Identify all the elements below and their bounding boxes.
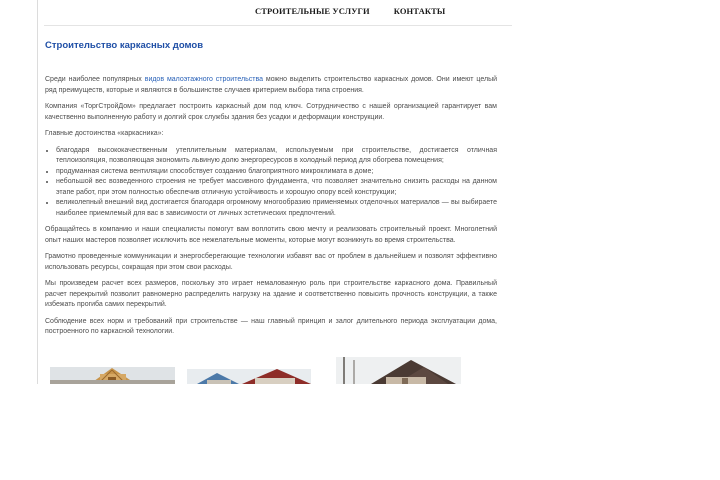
list-item: • благодаря высококачественным утеплительным материалам, используемым при строительстве, достигается отличная теплоизоляция, позволяющая экономить львиную долю энергоресурсов в холодный период для обогрева помещения; [56,146,497,167]
article-body [45,75,497,344]
house-dark-roof-photo[interactable] [336,357,461,384]
intro-paragraph [45,75,497,96]
house-red-roof-photo[interactable] [187,369,311,384]
standards-paragraph: Соблюдение всех норм и требований при строительстве — наш главный принцип и залог длительного периода эксплуатации дома, построенного по каркасной технологии. [45,317,497,335]
communications-paragraph: Грамотно проведенные коммуникации и энергосберегающие технологии избавят вас от проблем в дальнейшем и позволят эффективно использовать ресурсы, сокращая при этом свои расходы. [45,253,497,271]
calculation-paragraph: Мы произведем расчет всех размеров, поскольку это играет немаловажную роль при строительстве каркасного дома. Правильный расчет перекрытий позволит равномерно распределить нагрузку на здание и соответственно повысить прочность конструкции, а также избежать прогиба самих перекрытий. [45,280,497,308]
content-column [37,0,512,384]
contact-us-paragraph: Обращайтесь в компанию и наши специалисты помогут вам воплотить свою мечту и реализовать строительный проект. Многолетний опыт наших мастеров позволяет исключить все нежелательные моменты, которые могут возникнуть во время строительства. [45,226,497,244]
list-item: • небольшой вес возведенного строения не требует массивного фундамента, что позволяет значительно снизить расходы на данном этапе работ, при этом полностью обеспечив отличную устойчивость и хорошую опору всей конструкции; [56,177,497,198]
low-rise-construction-link[interactable]: видов малоэтажного строительства [144,76,263,83]
intro-text-end: можно выделить строительство каркасных домов. Они имеют целый ряд преимуществ, которые и являются в большинстве случаев критерием выбора типа строения. [45,76,498,94]
list-item: • великолепный внешний вид достигается благодаря огромному многообразию применяемых отделочных материалов — вы выбираете наиболее приемлемый для вас в зависимости от личных эстетических предпочтений. [56,198,497,219]
top-navigation [255,6,445,16]
nav-construction-services[interactable]: СТРОИТЕЛЬНЫЕ УСЛУГИ [255,6,370,16]
company-paragraph: Компания «ТоргСтройДом» предлагает построить каркасный дом под ключ. Сотрудничество с нашей организацией гарантирует вам качественно выполненную работу и долгий срок службы здания без усадки и деформации конструкции. [45,103,497,121]
intro-text-start: Среди наиболее популярных [45,76,145,83]
page-title: Строительство каркасных домов [45,40,204,51]
photo-gallery [50,357,470,384]
advantages-list [45,146,497,220]
nav-divider [44,25,512,26]
nav-contacts[interactable]: КОНТАКТЫ [393,6,446,16]
advantages-heading: Главные достоинства «каркасника»: [45,130,164,137]
house-under-construction-photo[interactable] [50,367,175,384]
list-item: • продуманная система вентиляции способствует созданию благоприятного микроклимата в доме; [56,167,497,178]
